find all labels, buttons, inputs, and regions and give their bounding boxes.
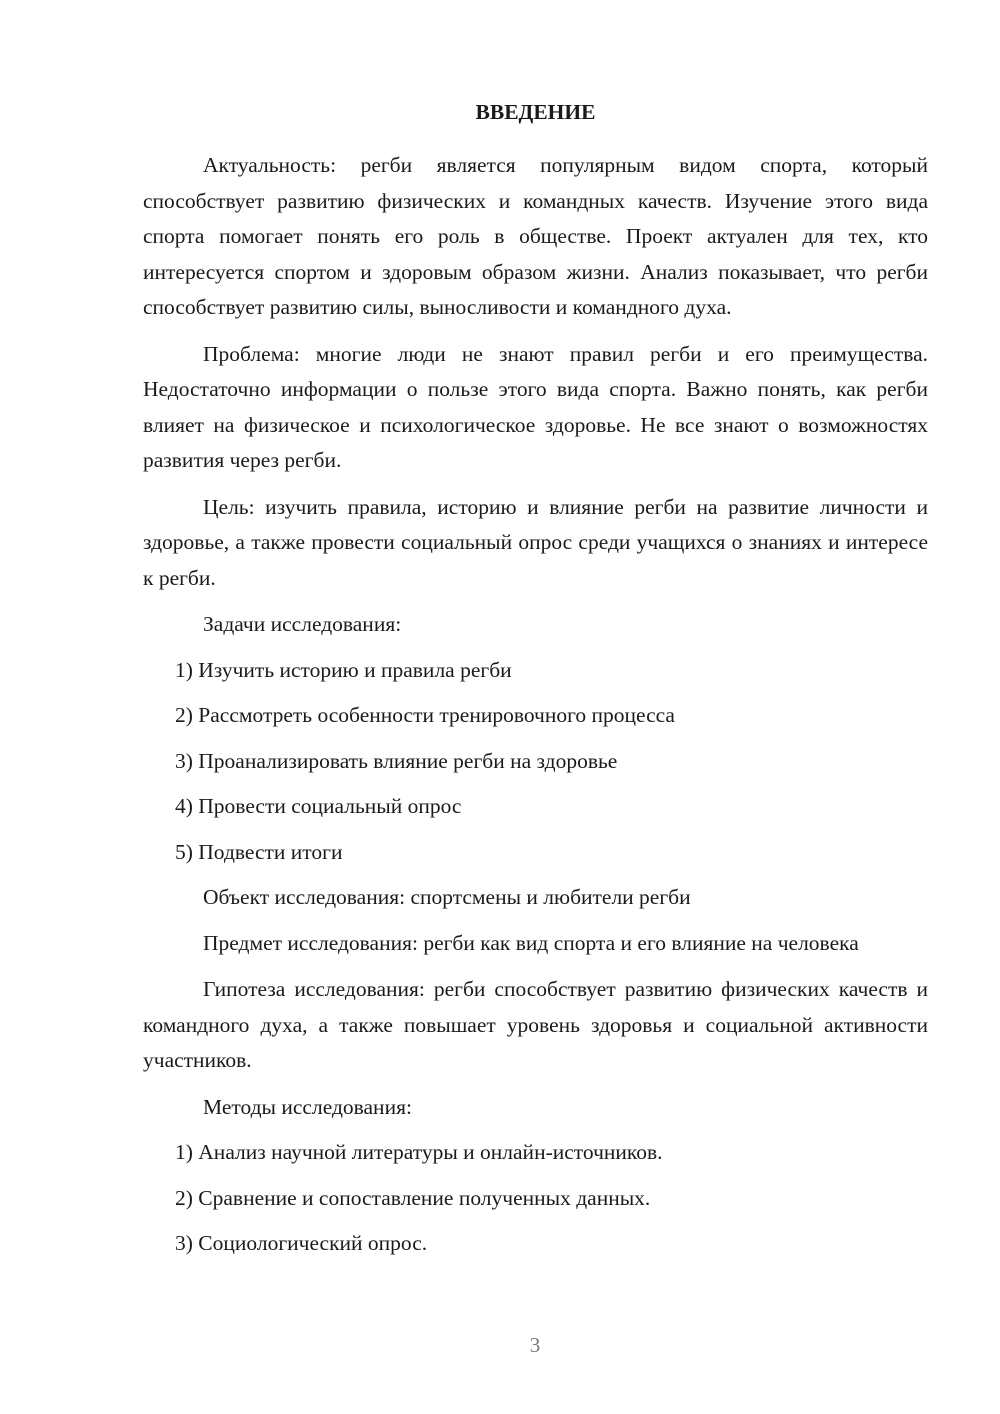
list-item: 3) Проанализировать влияние регби на здоровье (175, 748, 618, 773)
tasks-heading: Задачи исследования: (203, 612, 402, 636)
tasks-list (143, 653, 928, 871)
list-item: 5) Подвести итоги (175, 839, 343, 864)
relevance-paragraph: Актуальность: регби является популярным видом спорта, который способствует развитию физических и командных качеств. Изучение этого вида спорта помогает понять его роль в обществе. Проект актуален для тех, кто интересуется спортом и здоровым образом жизни. Анализ показывает, что регби способствует развитию силы, выносливости и командного духа. (143, 153, 928, 319)
object-line: Объект исследования: спортсмены и любители регби (203, 885, 691, 909)
list-item: 4) Провести социальный опрос (175, 794, 462, 818)
methods-list (143, 1135, 928, 1262)
goal-paragraph: Цель: изучить правила, историю и влияние регби на развитие личности и здоровье, а также провести социальный опрос среди учащихся о знаниях и интересе к регби. (143, 494, 928, 590)
list-item: 2) Сравнение и сопоставление полученных данных. (175, 1185, 651, 1210)
page-number: 3 (529, 1333, 541, 1357)
list-item: 1) Анализ научной литературы и онлайн-источников. (175, 1140, 663, 1164)
list-item: 3) Социологический опрос. (175, 1231, 428, 1255)
problem-paragraph: Проблема: многие люди не знают правил регби и его преимущества. Недостаточно информации о пользе этого вида спорта. Важно понять, как регби влияет на физическое и психологическое здоровье. Не все знают о возможностях развития через регби. (143, 341, 928, 472)
list-item: 2) Рассмотреть особенности тренировочного процесса (175, 703, 675, 727)
subject-paragraph: Предмет исследования: регби как вид спорта и его влияние на человека (203, 930, 859, 955)
section-title: ВВЕДЕНИЕ (475, 100, 596, 124)
list-item: 1) Изучить историю и правила регби (175, 657, 512, 682)
hypothesis-paragraph: Гипотеза исследования: регби способствует развитию физических качеств и командного духа, а также повышает уровень здоровья и социальной активности участников. (143, 977, 928, 1072)
methods-heading: Методы исследования: (203, 1094, 412, 1119)
